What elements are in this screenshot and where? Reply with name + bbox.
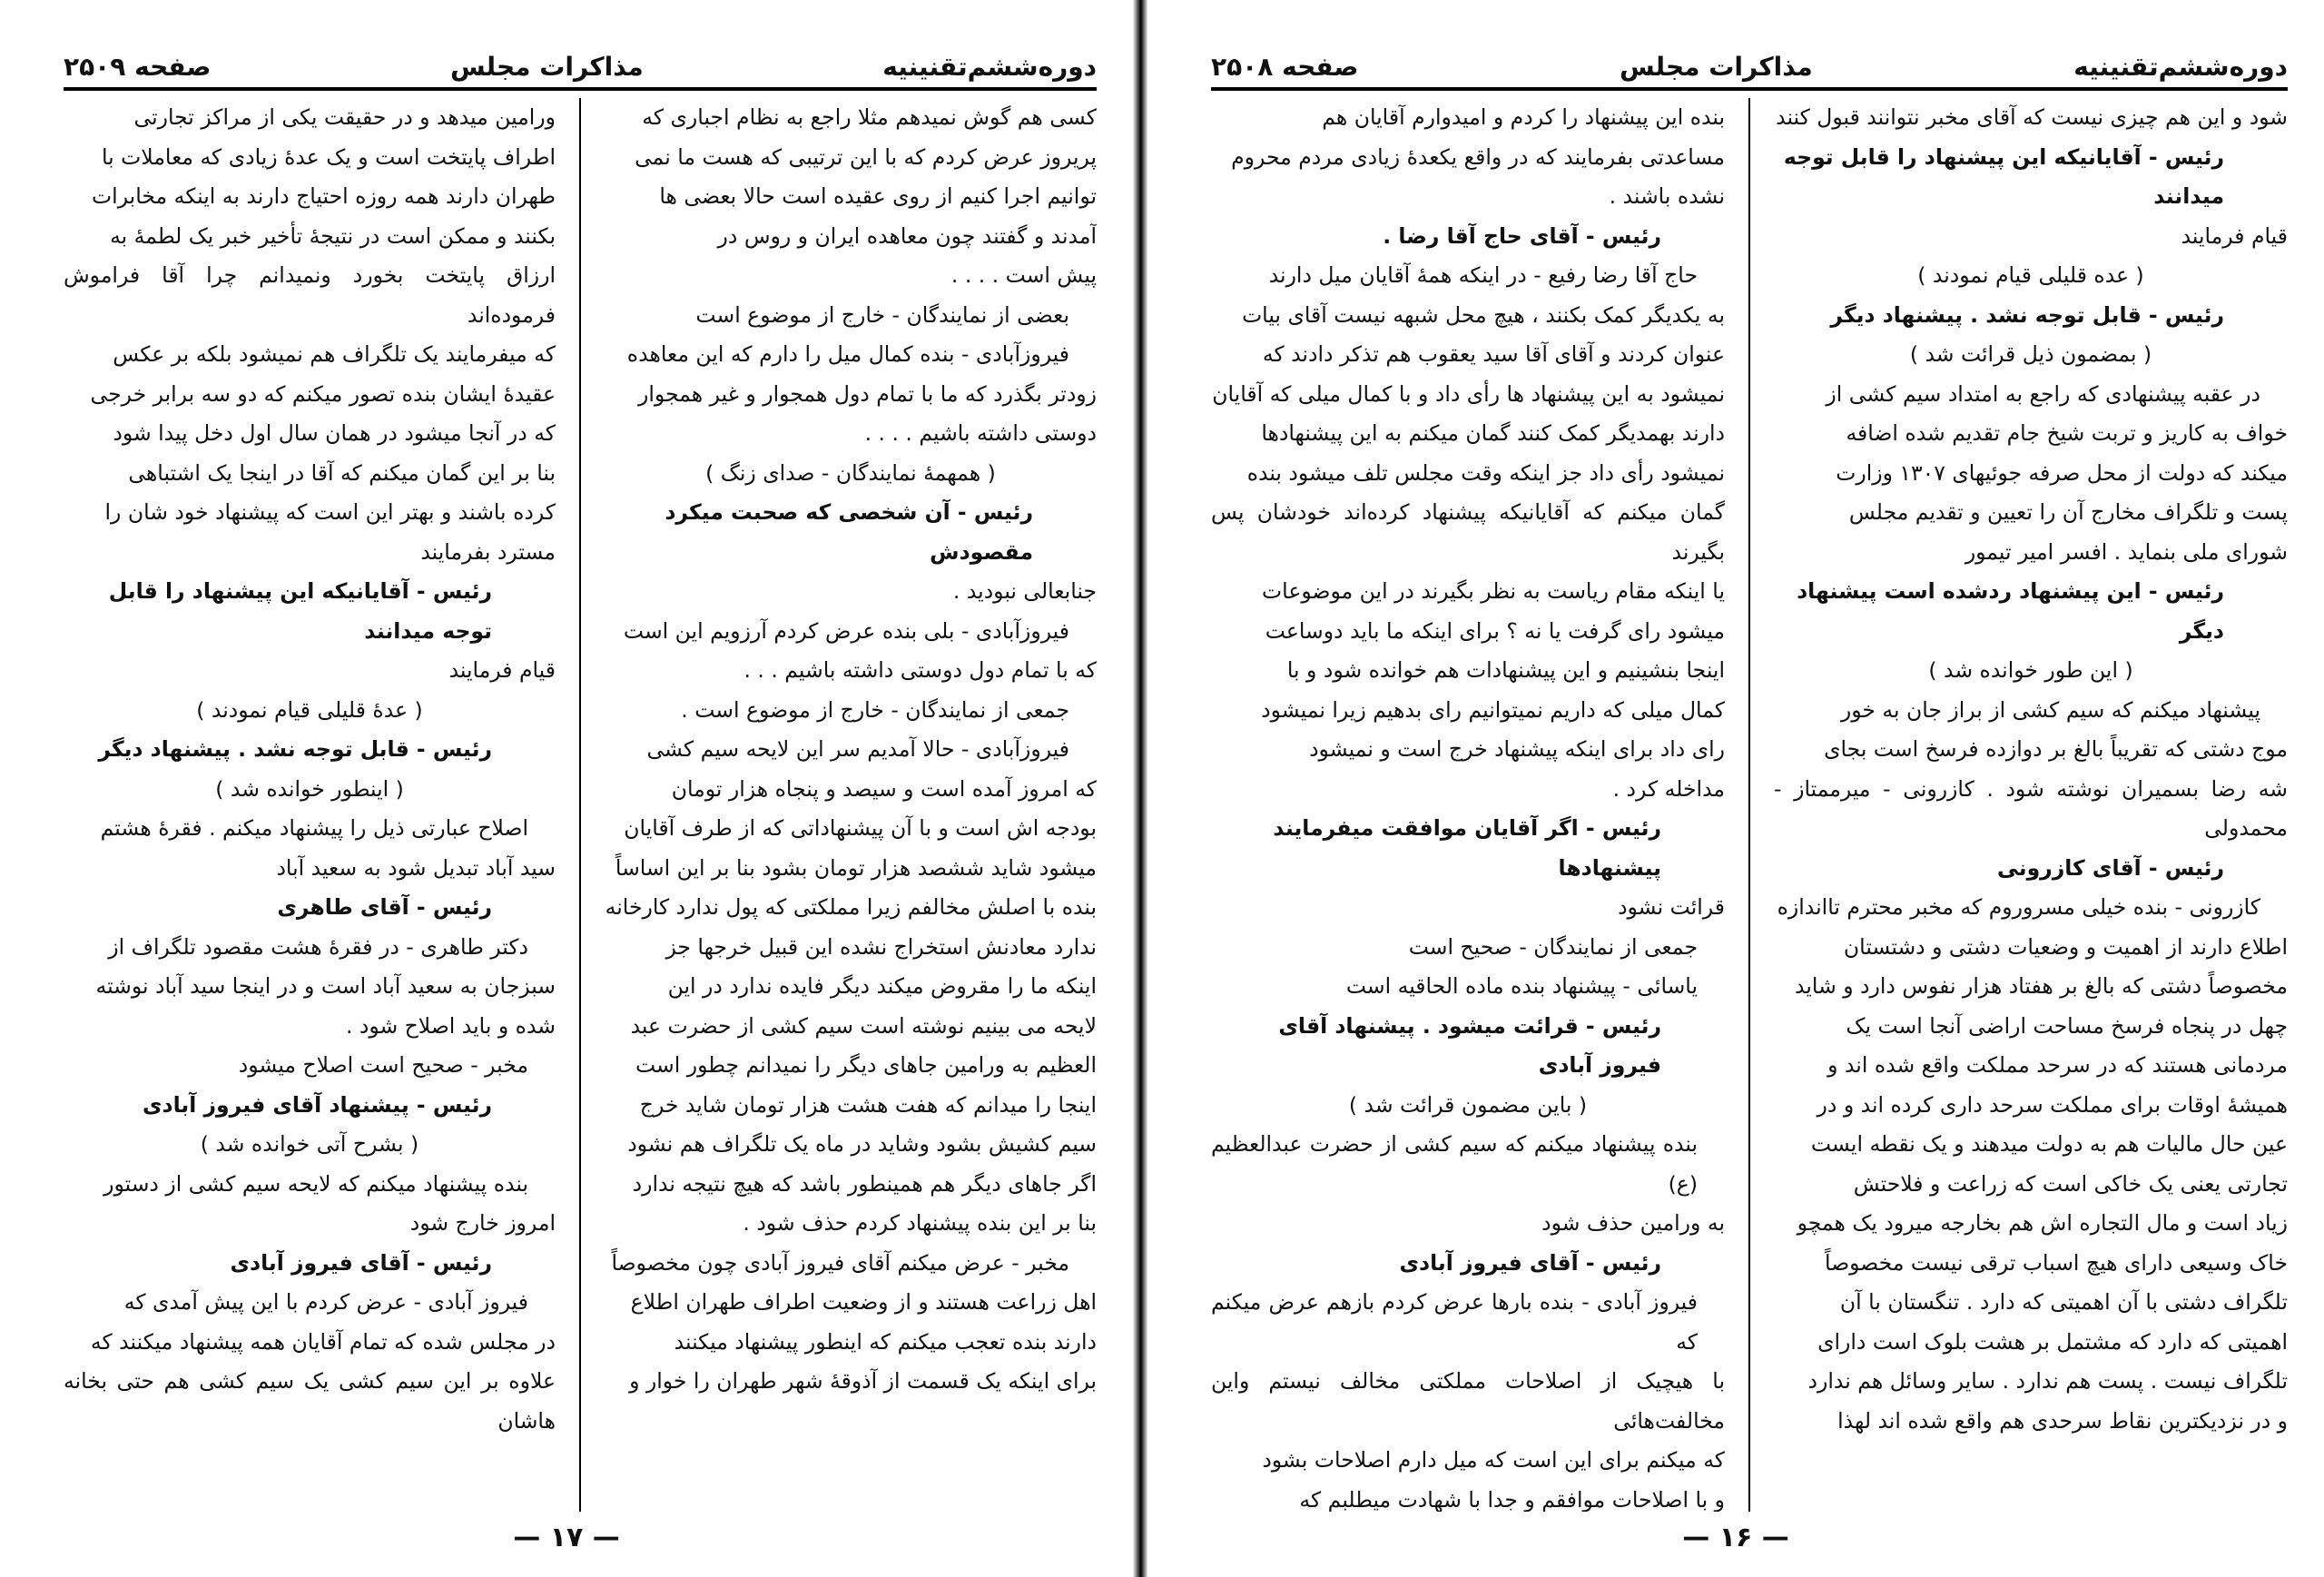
text-line: العظیم به ورامین جاهای دیگر را نمیدانم چطور است: [635, 1052, 1097, 1078]
column-right: [605, 98, 1097, 1512]
speaker-line: رئیس - قابل توجه نشد . پیشنهاد دیگر: [98, 736, 492, 762]
column-right: [1774, 98, 2288, 1512]
speaker-line: رئیس - آقای فیروز آبادی: [1399, 1249, 1661, 1276]
text-line: مداخله کرد .: [1612, 775, 1725, 802]
column-divider: [579, 98, 581, 1512]
paragraph-start: فیروزآبادی - بنده کمال میل را دارم که این معاهده: [626, 341, 1069, 367]
text-line: اطلاع دارند از اهمیت و وضعیات دشتی و دشتستان: [1843, 933, 2288, 960]
column-divider: [1748, 98, 1750, 1512]
folio: — ۱۶ —: [1682, 1522, 1789, 1553]
paragraph-start: جمعی از نمایندگان - خارج از موضوع است .: [681, 696, 1069, 723]
text-line: علاوه بر این سیم کشی یک سیم کشی هم حتی بخانه هاشان: [64, 1368, 556, 1434]
text-line: مسترد بفرمایند: [420, 538, 556, 565]
text-line: دارند بهمدیگر کمک کنند گمان میکنم به این پیشنهادها: [1261, 420, 1725, 446]
text-line: دارند بنده تعجب میکنم که اینطور پیشنهاد میکنند: [674, 1328, 1097, 1355]
text-line: شه رضا بسمیران نوشته شود . کازرونی - میرممتاز - محمدولی: [1774, 775, 2288, 841]
text-line: خواف به کاریز و تربت شیخ جام تقدیم شده اضافه: [1846, 420, 2288, 446]
volume-title: دوره‌ششم‌تقنینیه: [882, 52, 1097, 82]
text-line: میکند که دولت از محل صرفه جوئیهای ۱۳۰۷ وزارت: [1836, 459, 2288, 486]
text-line: که میفرمایند یک تلگراف هم نمیشود بلکه بر عکس: [113, 341, 556, 367]
text-line: میشود رای گرفت یا نه ؟ برای اینکه ما باید دوساعت: [1265, 617, 1725, 644]
column-left: [1211, 98, 1725, 1512]
text-line: به یکدیگر کمک بکنند ، هیچ محل شبهه نیست آقای بیات: [1242, 301, 1725, 328]
speaker-line: رئیس - آقایانیکه این پیشنهاد را قابل توجه میدانند: [108, 578, 492, 644]
text-line: گمان میکنم که آقایانیکه پیشنهاد کرده‌اند خودشان پس بگیرند: [1211, 499, 1725, 565]
text-line: مساعدتی بفرمایند که در واقع یکعدهٔ زیادی مردم محروم: [1231, 143, 1725, 170]
paragraph-start: فیروز آبادی - بنده بارها عرض کردم بازهم عرض میکنم که: [1211, 1289, 1698, 1355]
text-line: یا اینکه مقام ریاست به نظر بگیرند در این موضوعات: [1262, 578, 1725, 604]
text-line: امروز خارج شود: [409, 1210, 556, 1236]
text-line: سبزجان به سعید آباد است و در اینجا سید آباد نوشته: [95, 973, 556, 999]
stage-direction: ( باین مضمون قرائت شد ): [1348, 1091, 1588, 1118]
folio: — ۱۷ —: [513, 1522, 620, 1553]
text-line: موج دشتی که تقریباً بالغ بر دوازده فرسخ است بجای: [1824, 736, 2288, 762]
text-line: بنا بر این بنده پیشنهاد کردم حذف شود .: [743, 1210, 1097, 1236]
running-title: مذاکرات مجلس: [449, 52, 644, 82]
text-line: همیشهٔ اوقات برای مملکت سرحد داری کرده اند و در: [1817, 1091, 2288, 1118]
speaker-line: رئیس - آقای کازرونی: [1996, 854, 2224, 881]
text-line: بکنند و ممکن است در نتیجهٔ تأخیر خبر یک لطمهٔ به: [110, 222, 556, 249]
paragraph-start: حاج آقا رضا رفیع - در اینکه همهٔ آقایان میل دارند: [1268, 262, 1698, 288]
page-header: [1211, 38, 2288, 91]
text-line: با هیچیک از اصلاحات مملکتی مخالف نیستم واین مخالفت‌هائی: [1211, 1368, 1725, 1434]
column-left: [64, 98, 556, 1512]
text-line: اینکه ما را مقروض میکند دیگر فایده ندارد در این: [667, 973, 1097, 999]
text-line: اطراف پایتخت است و یک عدهٔ زیادی که معاملات با: [102, 143, 556, 170]
text-line: پست و تلگراف مخارج آن را تعیین و تقدیم مجلس: [1848, 499, 2288, 525]
text-line: طهران دارند همه روزه احتیاج دارند به اینکه مخابرات: [92, 183, 556, 209]
text-line: که امروز آمده است و سیصد و پنجاه هزار تومان: [671, 775, 1097, 802]
text-line: نمیشود رأی داد جز اینکه وقت مجلس تلف میشود بنده: [1246, 459, 1725, 486]
running-title: مذاکرات مجلس: [1619, 52, 1813, 82]
text-line: جنابعالی نبودید .: [952, 578, 1097, 604]
stage-direction: ( عده قلیلی قیام نمودند ): [1917, 262, 2144, 288]
text-line: بنا بر این گمان میکنم که آقا در اینجا یک اشتباهی: [128, 459, 556, 486]
text-columns: [64, 98, 1097, 1512]
text-line: ندارد معادنش استخراج نشده این قبیل خرجها جز: [665, 933, 1097, 960]
text-line: تلگراف نیست . پست هم ندارد . سایر وسائل هم ندارد: [1807, 1368, 2288, 1394]
text-line: چهل در پنجاه فرسخ مساحت اراضی آنجا است یک: [1846, 1012, 2288, 1039]
paragraph-start: یاسائی - پیشنهاد بنده ماده الحاقیه است: [1345, 973, 1698, 999]
text-line: در مجلس شده که تمام آقایان همه پیشنهاد میکنند که: [90, 1328, 556, 1355]
paragraph-start: اصلاح عبارتی ذیل را پیشنهاد میکنم . فقرهٔ هشتم: [100, 815, 528, 841]
text-line: و با اصلاحات موافقم و جدا با شهادت میطلبم که: [1299, 1486, 1725, 1512]
paragraph-start: جمعی از نمایندگان - صحیح است: [1408, 933, 1698, 960]
text-line: کرده باشند و بهتر این است که پیشنهاد خود شان را: [104, 499, 556, 525]
text-line: شده و باید اصلاح شود .: [345, 1012, 556, 1039]
text-line: سیم کشیش بشود وشاید در ماه یک تلگراف هم نشود: [627, 1131, 1097, 1157]
text-line: بنده این پیشنهاد را کردم و امیدوارم آقایان هم: [1322, 104, 1725, 130]
text-line: عنوان کردند و آقای آقا سید یعقوب هم تذکر دادند که: [1262, 341, 1725, 367]
text-line: زودتر بگذرد که ما با تمام دول همجوار و غیر همجوار: [637, 380, 1097, 407]
text-line: که با تمام دول دوستی داشته باشیم . . .: [743, 657, 1097, 683]
text-line: پریروز عرض کردم که با این ترتیبی که هست ما نمی: [635, 143, 1097, 170]
text-line: به ورامین حذف شود: [1541, 1210, 1725, 1236]
paragraph-start: بعضی از نمایندگان - خارج از موضوع است: [695, 301, 1069, 328]
text-line: تجارتی یعنی یک خاکی است که زراعت و فلاحتش: [1853, 1170, 2288, 1197]
text-line: سید آباد تبدیل شود به سعید آباد: [276, 854, 556, 881]
speaker-line: رئیس - آقای طاهری: [277, 894, 492, 920]
speaker-line: رئیس - آقایانیکه این پیشنهاد را قابل توجه میدانند: [1783, 143, 2224, 209]
stage-direction: ( این طور خوانده شد ): [1928, 657, 2133, 683]
text-line: شورای ملی بنماید . افسر امیر تیمور: [1965, 538, 2288, 565]
text-line: که میکنم برای این است که میل دارم اصلاحات بشود: [1262, 1447, 1725, 1473]
text-line: لایحه می بینیم نوشته است سیم کشی از حضرت عبد: [630, 1012, 1097, 1039]
stage-direction: ( همهمهٔ نمایندگان - صدای زنگ ): [705, 459, 996, 486]
text-line: اهل زراعت هستند و از وضعیت اطراف طهران اطلاع: [630, 1289, 1097, 1315]
text-line: برای اینکه یک قسمت از آذوقهٔ شهر طهران را خوار و: [629, 1368, 1097, 1394]
text-line: شود و این هم چیزی نیست که آقای مخبر نتوانند قبول کنند: [1776, 104, 2288, 130]
text-line: کمال میلی که داریم نمیتوانیم رای بدهیم زیرا نمیشود: [1261, 696, 1725, 723]
text-line: نمیشود به این پیشنهاد ها رأی داد و با کمال میلی که آقایان: [1212, 380, 1725, 407]
text-line: دوستی داشته باشیم . . . .: [864, 420, 1097, 446]
right-page: [1147, 0, 2324, 1577]
text-line: بودجه اش است و با آن پیشنهاداتی که از طرف آقایان: [624, 815, 1097, 841]
text-line: کسی هم گوش نمیدهم مثلا راجع به نظام اجباری که: [642, 104, 1097, 130]
text-line: ارزاق پایتخت بخورد ونمیدانم چرا آقا فراموش فرموده‌اند: [64, 262, 556, 328]
text-line: اینجا بنشینیم و این پیشنهادات هم خوانده شود و با: [1286, 657, 1725, 683]
text-line: میشود شاید ششصد هزار تومان بشود بنا بر این اساساً: [615, 854, 1097, 881]
text-line: خاک وسیعی دارای هیچ اسباب ترقی نیست مخصوصاً: [1825, 1249, 2288, 1276]
text-line: تلگراف دشتی با آن اهمیتی که دارد . تنگستان با آن: [1839, 1289, 2288, 1315]
text-line: قرائت نشود: [1618, 894, 1725, 920]
paragraph-start: فیروزآبادی - بلی بنده عرض کردم آرزویم این است: [623, 617, 1069, 644]
text-line: توانیم اجرا کنیم از روی عقیده است حالا بعضی ها: [659, 183, 1097, 209]
paragraph-start: کازرونی - بنده خیلی مسروروم که مخبر محترم تااندازه: [1777, 894, 2260, 920]
text-columns: [1211, 98, 2288, 1512]
speaker-line: رئیس - اگر آقایان موافقت میفرمایند پیشنهادها: [1273, 815, 1661, 881]
stage-direction: ( بمضمون ذیل قرائت شد ): [1909, 341, 2152, 367]
volume-title: دوره‌ششم‌تقنینیه: [2073, 52, 2288, 82]
speaker-line: رئیس - قرائت میشود . پیشنهاد آقای فیروز آبادی: [1278, 1012, 1661, 1078]
paragraph-start: فیروزآبادی - حالا آمدیم سر این لایحه سیم کشی: [646, 736, 1069, 762]
text-line: اینجا را میدانم که هفت هشت هزار تومان شاید خرج: [639, 1091, 1097, 1118]
paragraph-start: پیشنهاد میکنم که سیم کشی از براز جان به خور: [1840, 696, 2260, 723]
text-line: قیام فرمایند: [2181, 222, 2288, 249]
paragraph-start: فیروز آبادی - عرض کردم با این پیش آمدی که: [123, 1289, 528, 1315]
text-line: اگر جاهای دیگر هم همینطور باشد که هیچ نتیجه ندارد: [632, 1170, 1097, 1197]
text-line: عین حال مالیات هم به دولت میدهند و یک نقطه ایست: [1810, 1131, 2288, 1157]
text-line: نشده باشند .: [1609, 183, 1725, 209]
page-header: [64, 38, 1097, 91]
text-line: آمدند و گفتند چون معاهده ایران و روس در: [717, 222, 1097, 249]
stage-direction: ( بشرح آتی خوانده شد ): [200, 1131, 419, 1157]
speaker-line: رئیس - این پیشنهاد ردشده است پیشنهاد دیگر: [1797, 578, 2224, 644]
text-line: پیش است . . . .: [950, 262, 1097, 288]
text-line: که در آنجا میشود در همان سال اول دخل پیدا شود: [113, 420, 556, 446]
text-line: رای داد برای اینکه پیشنهاد خرج است و نمیشود: [1309, 736, 1725, 762]
paragraph-start: در عقبه پیشنهادی که راجع به امتداد سیم کشی از: [1826, 380, 2260, 407]
speaker-line: رئیس - آقای فیروز آبادی: [230, 1249, 492, 1276]
paragraph-start: دکتر طاهری - در فقرهٔ هشت مقصود تلگراف از: [108, 933, 528, 960]
speaker-line: رئیس - پیشنهاد آقای فیروز آبادی: [143, 1091, 492, 1118]
left-page: [0, 0, 1133, 1577]
paragraph-start: بنده پیشنهاد میکنم که لایحه سیم کشی از دستور: [103, 1170, 528, 1197]
stage-direction: ( عدهٔ قلیلی قیام نمودند ): [196, 696, 423, 723]
text-line: مردمانی هستند که در سرحد مملکت واقع شده اند و: [1827, 1052, 2288, 1078]
text-line: ورامین میدهد و در حقیقت یکی از مراکز تجارتی: [133, 104, 556, 130]
speaker-line: رئیس - آن شخصی که صحبت میکرد مقصودش: [665, 499, 1033, 565]
text-line: مخصوصاً دشتی که بالغ بر هفتاد هزار نفوس دارد و شاید: [1795, 973, 2288, 999]
speaker-line: رئیس - قابل توجه نشد . پیشنهاد دیگر: [1830, 301, 2224, 328]
paragraph-start: مخبر - صحیح است اصلاح میشود: [238, 1052, 528, 1078]
text-line: قیام فرمایند: [448, 657, 556, 683]
text-line: بنده با اصلش مخالفم زیرا مملکتی که پول ندارد کارخانه: [605, 894, 1097, 920]
text-line: و در نزدیکترین نقاط سرحدی هم واقع شده اند لهذا: [1837, 1407, 2288, 1434]
text-line: زیاد است و مال التجاره اش هم بخارجه میرود یک همچو: [1797, 1210, 2288, 1236]
page-number: صفحه ۲۵۰۸: [1211, 52, 1359, 82]
text-line: اهمیتی که دارد که مشتمل بر هشت بلوک است دارای: [1817, 1328, 2288, 1355]
text-line: عقیدهٔ ایشان بنده تصور میکنم که دو سه برابر خرجی: [90, 380, 556, 407]
speaker-line: رئیس - آقای حاج آقا رضا .: [1383, 222, 1661, 249]
paragraph-start: مخبر - عرض میکنم آقای فیروز آبادی چون مخصوصاً: [611, 1249, 1069, 1276]
paragraph-start: بنده پیشنهاد میکنم که سیم کشی از حضرت عبدالعظیم (ع): [1211, 1131, 1698, 1197]
page-number: صفحه ۲۵۰۹: [64, 52, 212, 82]
stage-direction: ( اینطور خوانده شد ): [215, 775, 404, 802]
book-spine: [1133, 0, 1147, 1577]
